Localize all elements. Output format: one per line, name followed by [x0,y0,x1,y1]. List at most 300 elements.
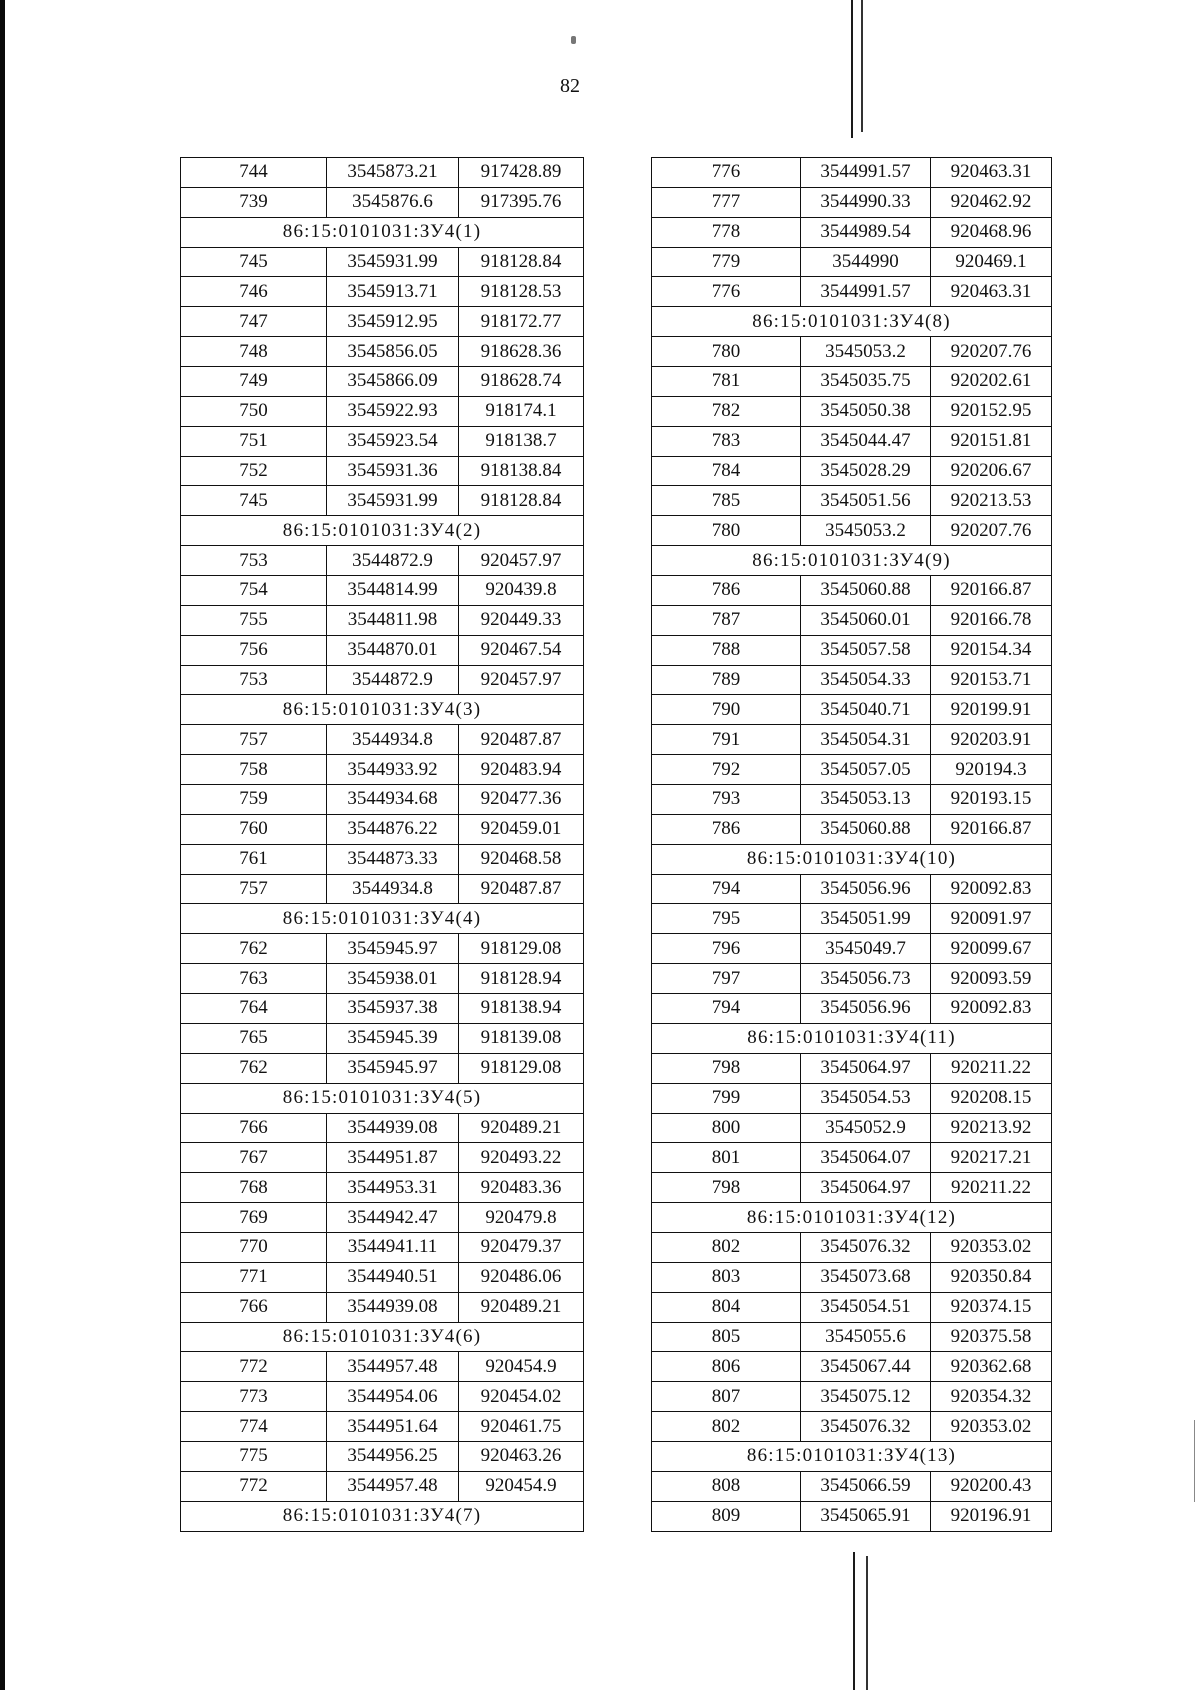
coordinate-y-cell: 920206.67 [931,456,1052,486]
coordinate-y-cell: 920467.54 [459,635,584,665]
point-number-cell: 767 [181,1143,327,1173]
coordinate-row [652,337,1052,367]
coordinate-y-cell: 920463.31 [931,277,1052,307]
point-number-cell: 807 [652,1382,801,1412]
coordinate-row [652,277,1052,307]
coordinate-x-cell: 3545060.01 [801,605,931,635]
point-number-cell: 753 [181,665,327,695]
coordinate-x-cell: 3544991.57 [801,158,931,188]
coordinate-y-cell: 920152.95 [931,396,1052,426]
point-number-cell: 784 [652,456,801,486]
coordinate-y-cell: 920462.92 [931,187,1052,217]
scan-line [861,0,863,132]
coordinate-y-cell: 920454.9 [459,1352,584,1382]
coordinate-y-cell: 920487.87 [459,725,584,755]
coordinate-x-cell: 3544870.01 [327,635,459,665]
point-number-cell: 794 [652,874,801,904]
coordinate-y-cell: 920213.92 [931,1113,1052,1143]
parcel-cadastral-number: 86:15:0101031:ЗУ4(4) [181,904,584,934]
coordinate-row [181,546,584,576]
coordinate-x-cell: 3545938.01 [327,964,459,994]
point-number-cell: 775 [181,1441,327,1471]
coordinate-row [181,1352,584,1382]
point-number-cell: 776 [652,158,801,188]
point-number-cell: 792 [652,755,801,785]
coordinate-y-cell: 920439.8 [459,576,584,606]
point-number-cell: 780 [652,516,801,546]
point-number-cell: 762 [181,1053,327,1083]
parcel-cadastral-number: 86:15:0101031:ЗУ4(11) [652,1023,1052,1053]
point-number-cell: 746 [181,277,327,307]
coordinate-x-cell: 3544954.06 [327,1382,459,1412]
point-number-cell: 800 [652,1113,801,1143]
coordinate-x-cell: 3545073.68 [801,1262,931,1292]
coordinate-y-cell: 920196.91 [931,1501,1052,1531]
coordinate-row [181,1262,584,1292]
coordinate-y-cell: 920461.75 [459,1412,584,1442]
coordinate-row [652,1083,1052,1113]
point-number-cell: 791 [652,725,801,755]
coordinate-row [181,1143,584,1173]
coordinate-row [652,456,1052,486]
point-number-cell: 760 [181,814,327,844]
coordinate-y-cell: 920154.34 [931,635,1052,665]
point-number-cell: 755 [181,605,327,635]
coordinate-row [181,994,584,1024]
scan-speck [571,36,576,44]
coordinate-row [181,1023,584,1053]
parcel-cadastral-number: 86:15:0101031:ЗУ4(2) [181,516,584,546]
coordinate-row [181,456,584,486]
point-number-cell: 772 [181,1471,327,1501]
coordinate-y-cell: 918138.7 [459,426,584,456]
coordinate-x-cell: 3545873.21 [327,158,459,188]
point-number-cell: 798 [652,1173,801,1203]
coordinate-y-cell: 920479.37 [459,1232,584,1262]
coordinate-x-cell: 3545056.96 [801,874,931,904]
coordinates-table-right [651,157,1052,1532]
parcel-header-row [652,546,1052,576]
parcel-header-row [181,695,584,725]
coordinate-row [181,307,584,337]
coordinate-x-cell: 3545923.54 [327,426,459,456]
coordinate-row [652,814,1052,844]
point-number-cell: 793 [652,785,801,815]
coordinate-row [652,1322,1052,1352]
point-number-cell: 744 [181,158,327,188]
parcel-header-row [181,1501,584,1531]
coordinate-y-cell: 920151.81 [931,426,1052,456]
coordinate-y-cell: 918172.77 [459,307,584,337]
point-number-cell: 751 [181,426,327,456]
scan-line [853,1552,855,1690]
coordinate-y-cell: 918128.53 [459,277,584,307]
point-number-cell: 762 [181,934,327,964]
coordinate-y-cell: 920362.68 [931,1352,1052,1382]
coordinate-x-cell: 3545054.51 [801,1292,931,1322]
point-number-cell: 739 [181,187,327,217]
coordinate-x-cell: 3544933.92 [327,755,459,785]
parcel-cadastral-number: 86:15:0101031:ЗУ4(6) [181,1322,584,1352]
coordinate-row [652,516,1052,546]
coordinate-x-cell: 3545931.99 [327,247,459,277]
point-number-cell: 796 [652,934,801,964]
coordinate-row [181,785,584,815]
coordinate-x-cell: 3545912.95 [327,307,459,337]
coordinate-row [181,1471,584,1501]
coordinate-y-cell: 920353.02 [931,1232,1052,1262]
coordinate-x-cell: 3545060.88 [801,814,931,844]
coordinate-row [652,217,1052,247]
coordinate-y-cell: 918129.08 [459,934,584,964]
coordinate-row [181,158,584,188]
coordinate-x-cell: 3544956.25 [327,1441,459,1471]
coordinate-row [181,337,584,367]
coordinate-x-cell: 3545056.73 [801,964,931,994]
scan-line [866,1556,868,1690]
coordinate-y-cell: 920202.61 [931,367,1052,397]
coordinate-row [652,158,1052,188]
coordinate-y-cell: 920477.36 [459,785,584,815]
coordinate-row [181,934,584,964]
point-number-cell: 773 [181,1382,327,1412]
scan-line [851,0,853,138]
coordinate-row [652,785,1052,815]
point-number-cell: 806 [652,1352,801,1382]
point-number-cell: 745 [181,486,327,516]
coordinate-row [181,277,584,307]
coordinate-x-cell: 3544934.68 [327,785,459,815]
coordinate-y-cell: 920213.53 [931,486,1052,516]
coordinate-x-cell: 3545922.93 [327,396,459,426]
coordinate-x-cell: 3544953.31 [327,1173,459,1203]
coordinate-row [652,1173,1052,1203]
coordinate-x-cell: 3544942.47 [327,1203,459,1233]
point-number-cell: 779 [652,247,801,277]
coordinate-y-cell: 920479.8 [459,1203,584,1233]
point-number-cell: 808 [652,1471,801,1501]
point-number-cell: 769 [181,1203,327,1233]
point-number-cell: 804 [652,1292,801,1322]
coordinate-y-cell: 920091.97 [931,904,1052,934]
coordinate-row [652,396,1052,426]
point-number-cell: 776 [652,277,801,307]
point-number-cell: 765 [181,1023,327,1053]
coordinate-y-cell: 920207.76 [931,516,1052,546]
coordinate-x-cell: 3545035.75 [801,367,931,397]
coordinate-row [181,1382,584,1412]
coordinate-y-cell: 917428.89 [459,158,584,188]
coordinate-row [181,1173,584,1203]
point-number-cell: 802 [652,1412,801,1442]
coordinate-x-cell: 3545054.31 [801,725,931,755]
parcel-header-row [181,1083,584,1113]
coordinate-x-cell: 3545053.2 [801,337,931,367]
parcel-header-row [181,904,584,934]
point-number-cell: 749 [181,367,327,397]
parcel-cadastral-number: 86:15:0101031:ЗУ4(13) [652,1441,1052,1471]
coordinate-x-cell: 3545067.44 [801,1352,931,1382]
coordinate-x-cell: 3545054.33 [801,665,931,695]
coordinate-x-cell: 3545057.58 [801,635,931,665]
coordinate-row [652,725,1052,755]
point-number-cell: 756 [181,635,327,665]
point-number-cell: 786 [652,814,801,844]
coordinate-row [181,247,584,277]
point-number-cell: 787 [652,605,801,635]
parcel-cadastral-number: 86:15:0101031:ЗУ4(9) [652,546,1052,576]
coordinate-x-cell: 3544876.22 [327,814,459,844]
coordinate-x-cell: 3545052.9 [801,1113,931,1143]
coordinate-x-cell: 3544941.11 [327,1232,459,1262]
coordinate-y-cell: 920092.83 [931,994,1052,1024]
coordinate-x-cell: 3544951.87 [327,1143,459,1173]
parcel-header-row [652,844,1052,874]
point-number-cell: 795 [652,904,801,934]
coordinate-x-cell: 3545931.36 [327,456,459,486]
point-number-cell: 757 [181,725,327,755]
coordinate-row [652,994,1052,1024]
coordinate-x-cell: 3544990 [801,247,931,277]
coordinate-x-cell: 3545076.32 [801,1412,931,1442]
coordinate-y-cell: 920166.87 [931,576,1052,606]
coordinate-y-cell: 920208.15 [931,1083,1052,1113]
point-number-cell: 750 [181,396,327,426]
coordinate-y-cell: 920375.58 [931,1322,1052,1352]
coordinate-y-cell: 920457.97 [459,665,584,695]
coordinate-row [652,1471,1052,1501]
point-number-cell: 777 [652,187,801,217]
coordinate-row [652,695,1052,725]
coordinate-y-cell: 920203.91 [931,725,1052,755]
coordinate-row [652,1262,1052,1292]
coordinate-x-cell: 3544957.48 [327,1352,459,1382]
coordinate-row [652,576,1052,606]
page-number: 82 [560,75,580,97]
coordinate-y-cell: 920166.87 [931,814,1052,844]
coordinate-y-cell: 920493.22 [459,1143,584,1173]
coordinate-row [181,1412,584,1442]
coordinate-row [181,755,584,785]
coordinate-y-cell: 920486.06 [459,1262,584,1292]
coordinate-row [652,874,1052,904]
point-number-cell: 782 [652,396,801,426]
coordinate-x-cell: 3544939.08 [327,1292,459,1322]
coordinate-row [181,1053,584,1083]
coordinate-row [652,934,1052,964]
coordinate-y-cell: 920194.3 [931,755,1052,785]
point-number-cell: 754 [181,576,327,606]
coordinate-x-cell: 3545051.99 [801,904,931,934]
coordinate-y-cell: 920211.22 [931,1173,1052,1203]
coordinate-row [181,1232,584,1262]
point-number-cell: 745 [181,247,327,277]
coordinate-y-cell: 920454.02 [459,1382,584,1412]
coordinate-row [181,576,584,606]
coordinate-row [652,755,1052,785]
coordinate-x-cell: 3545856.05 [327,337,459,367]
point-number-cell: 797 [652,964,801,994]
parcel-header-row [652,1203,1052,1233]
scan-border-left [0,0,5,1690]
coordinate-x-cell: 3544990.33 [801,187,931,217]
coordinate-y-cell: 920092.83 [931,874,1052,904]
coordinate-x-cell: 3545065.91 [801,1501,931,1531]
coordinate-x-cell: 3544934.8 [327,725,459,755]
coordinate-row [652,486,1052,516]
coordinate-y-cell: 920099.67 [931,934,1052,964]
coordinate-x-cell: 3545945.39 [327,1023,459,1053]
coordinate-x-cell: 3544872.9 [327,546,459,576]
coordinate-row [652,904,1052,934]
coordinate-x-cell: 3544951.64 [327,1412,459,1442]
coordinate-x-cell: 3545049.7 [801,934,931,964]
coordinate-row [652,187,1052,217]
coordinate-y-cell: 918138.84 [459,456,584,486]
coordinate-x-cell: 3545075.12 [801,1382,931,1412]
coordinate-row [652,1232,1052,1262]
coordinate-y-cell: 920354.32 [931,1382,1052,1412]
point-number-cell: 789 [652,665,801,695]
point-number-cell: 771 [181,1262,327,1292]
coordinate-x-cell: 3545056.96 [801,994,931,1024]
coordinate-y-cell: 918138.94 [459,994,584,1024]
coordinate-x-cell: 3544873.33 [327,844,459,874]
coordinate-y-cell: 920200.43 [931,1471,1052,1501]
coordinate-row [181,187,584,217]
coordinate-row [181,874,584,904]
coordinate-y-cell: 920217.21 [931,1143,1052,1173]
point-number-cell: 783 [652,426,801,456]
coordinate-y-cell: 920350.84 [931,1262,1052,1292]
coordinate-x-cell: 3545055.6 [801,1322,931,1352]
point-number-cell: 772 [181,1352,327,1382]
coordinate-y-cell: 918139.08 [459,1023,584,1053]
coordinate-x-cell: 3544872.9 [327,665,459,695]
point-number-cell: 778 [652,217,801,247]
point-number-cell: 753 [181,546,327,576]
point-number-cell: 748 [181,337,327,367]
coordinate-y-cell: 920483.36 [459,1173,584,1203]
point-number-cell: 761 [181,844,327,874]
point-number-cell: 766 [181,1292,327,1322]
coordinate-y-cell: 920166.78 [931,605,1052,635]
coordinate-x-cell: 3545064.07 [801,1143,931,1173]
point-number-cell: 798 [652,1053,801,1083]
coordinate-x-cell: 3545937.38 [327,994,459,1024]
point-number-cell: 766 [181,1113,327,1143]
point-number-cell: 763 [181,964,327,994]
coordinate-row [181,964,584,994]
coordinate-x-cell: 3545931.99 [327,486,459,516]
coordinate-y-cell: 920463.31 [931,158,1052,188]
point-number-cell: 781 [652,367,801,397]
coordinate-x-cell: 3544934.8 [327,874,459,904]
parcel-cadastral-number: 86:15:0101031:ЗУ4(12) [652,1203,1052,1233]
coordinate-row [181,396,584,426]
coordinate-row [652,247,1052,277]
parcel-header-row [652,1441,1052,1471]
coordinates-table-left [180,157,584,1532]
point-number-cell: 794 [652,994,801,1024]
coordinate-row [181,367,584,397]
point-number-cell: 752 [181,456,327,486]
coordinate-x-cell: 3545876.6 [327,187,459,217]
coordinate-x-cell: 3544989.54 [801,217,931,247]
parcel-cadastral-number: 86:15:0101031:ЗУ4(3) [181,695,584,725]
coordinate-x-cell: 3545066.59 [801,1471,931,1501]
point-number-cell: 764 [181,994,327,1024]
point-number-cell: 757 [181,874,327,904]
coordinate-row [652,1352,1052,1382]
coordinate-y-cell: 920454.9 [459,1471,584,1501]
coordinate-x-cell: 3545060.88 [801,576,931,606]
coordinate-y-cell: 920489.21 [459,1113,584,1143]
point-number-cell: 790 [652,695,801,725]
point-number-cell: 747 [181,307,327,337]
coordinate-row [652,1501,1052,1531]
coordinate-x-cell: 3545064.97 [801,1173,931,1203]
coordinate-row [181,665,584,695]
point-number-cell: 759 [181,785,327,815]
coordinate-x-cell: 3545945.97 [327,934,459,964]
point-number-cell: 802 [652,1232,801,1262]
coordinate-row [181,1441,584,1471]
coordinate-y-cell: 920199.91 [931,695,1052,725]
point-number-cell: 758 [181,755,327,785]
coordinate-y-cell: 920449.33 [459,605,584,635]
coordinate-row [652,605,1052,635]
coordinate-x-cell: 3545051.56 [801,486,931,516]
coordinate-row [181,814,584,844]
coordinate-x-cell: 3545028.29 [801,456,931,486]
coordinate-y-cell: 920353.02 [931,1412,1052,1442]
coordinate-y-cell: 920207.76 [931,337,1052,367]
coordinate-row [181,605,584,635]
coordinate-row [181,1292,584,1322]
coordinate-row [652,1412,1052,1442]
point-number-cell: 809 [652,1501,801,1531]
coordinate-y-cell: 920193.15 [931,785,1052,815]
coordinate-x-cell: 3544957.48 [327,1471,459,1501]
coordinate-x-cell: 3544811.98 [327,605,459,635]
parcel-header-row [181,516,584,546]
coordinate-y-cell: 920463.26 [459,1441,584,1471]
point-number-cell: 788 [652,635,801,665]
coordinate-y-cell: 920487.87 [459,874,584,904]
coordinate-x-cell: 3545076.32 [801,1232,931,1262]
point-number-cell: 774 [181,1412,327,1442]
coordinate-x-cell: 3545866.09 [327,367,459,397]
point-number-cell: 768 [181,1173,327,1203]
coordinate-x-cell: 3545044.47 [801,426,931,456]
coordinate-y-cell: 918128.84 [459,486,584,516]
coordinate-y-cell: 918128.94 [459,964,584,994]
coordinate-y-cell: 918628.74 [459,367,584,397]
coordinate-x-cell: 3545053.13 [801,785,931,815]
coordinate-x-cell: 3545050.38 [801,396,931,426]
coordinate-y-cell: 920093.59 [931,964,1052,994]
coordinate-y-cell: 920468.96 [931,217,1052,247]
point-number-cell: 786 [652,576,801,606]
coordinate-y-cell: 920153.71 [931,665,1052,695]
coordinate-row [181,1203,584,1233]
point-number-cell: 785 [652,486,801,516]
parcel-cadastral-number: 86:15:0101031:ЗУ4(8) [652,307,1052,337]
coordinate-row [652,1382,1052,1412]
coordinate-x-cell: 3545057.05 [801,755,931,785]
parcel-header-row [181,217,584,247]
